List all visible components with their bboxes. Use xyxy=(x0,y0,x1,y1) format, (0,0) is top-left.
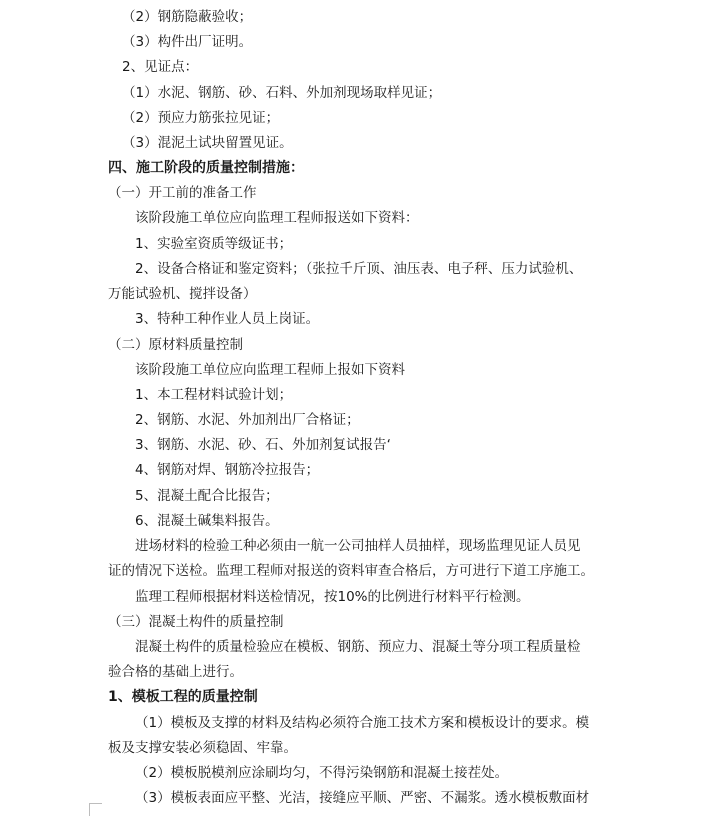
text-line: 进场材料的检验工种必须由一航一公司抽样人员抽样，现场监理见证人员见 xyxy=(135,538,581,554)
text-line: 验合格的基础上进行。 xyxy=(108,664,243,680)
text-line: （3）模板表面应平整、光洁，接缝应平顺、严密、不漏浆。透水模板敷面材 xyxy=(135,790,590,806)
text-line: 混凝土构件的质量检验应在模板、钢筋、预应力、混凝土等分项工程质量检 xyxy=(135,639,581,655)
text-line: （2）模板脱模剂应涂刷均匀，不得污染钢筋和混凝土接茬处。 xyxy=(135,765,509,781)
text-line: 4、钢筋对焊、钢筋冷拉报告； xyxy=(135,462,320,478)
section-heading: 四、施工阶段的质量控制措施： xyxy=(108,160,304,176)
text-line: 该阶段施工单位应向监理工程师报送如下资料： xyxy=(135,210,419,226)
subsection-heading: （二）原材料质量控制 xyxy=(108,337,243,353)
text-line: 证的情况下送检。监理工程师对报送的资料审查合格后，方可进行下道工序施工。 xyxy=(108,563,594,579)
text-line: 1、实验室资质等级证书； xyxy=(135,236,293,252)
text-line: 2、见证点： xyxy=(122,59,199,75)
text-line: 2、钢筋、水泥、外加剂出厂合格证； xyxy=(135,412,360,428)
text-line: 6、混凝土碱集料报告。 xyxy=(135,513,279,529)
text-line: （1）水泥、钢筋、砂、石料、外加剂现场取样见证； xyxy=(122,85,442,101)
text-line: 该阶段施工单位应向监理工程师上报如下资料 xyxy=(135,362,405,378)
text-line: 3、特种工种作业人员上岗证。 xyxy=(135,311,320,327)
text-line: 板及支撑安装必须稳固、牢靠。 xyxy=(108,740,297,756)
subsection-heading: （一）开工前的准备工作 xyxy=(108,185,257,201)
text-line: 万能试验机、搅拌设备） xyxy=(108,286,257,302)
text-line: 3、钢筋、水泥、砂、石、外加剂复试报告‘ xyxy=(135,437,391,453)
text-line: （1）模板及支撑的材料及结构必须符合施工技术方案和模板设计的要求。模 xyxy=(135,715,590,731)
subsection-heading: （三）混凝土构件的质量控制 xyxy=(108,614,284,630)
text-line: 2、设备合格证和鉴定资料；（张拉千斤顶、油压表、电子秤、压力试验机、 xyxy=(135,261,583,277)
text-line: 5、混凝土配合比报告； xyxy=(135,488,279,504)
section-heading: 1、模板工程的质量控制 xyxy=(108,689,258,705)
page-margin-mark xyxy=(89,803,102,816)
text-line: （3）构件出厂证明。 xyxy=(122,34,253,50)
text-line: （3）混泥土试块留置见证。 xyxy=(122,135,293,151)
text-line: （2）预应力筋张拉见证； xyxy=(122,110,280,126)
text-line: 监理工程师根据材料送检情况，按10%的比例进行材料平行检测。 xyxy=(135,589,530,605)
text-line: （2）钢筋隐蔽验收； xyxy=(122,9,253,25)
text-line: 1、本工程材料试验计划； xyxy=(135,387,293,403)
